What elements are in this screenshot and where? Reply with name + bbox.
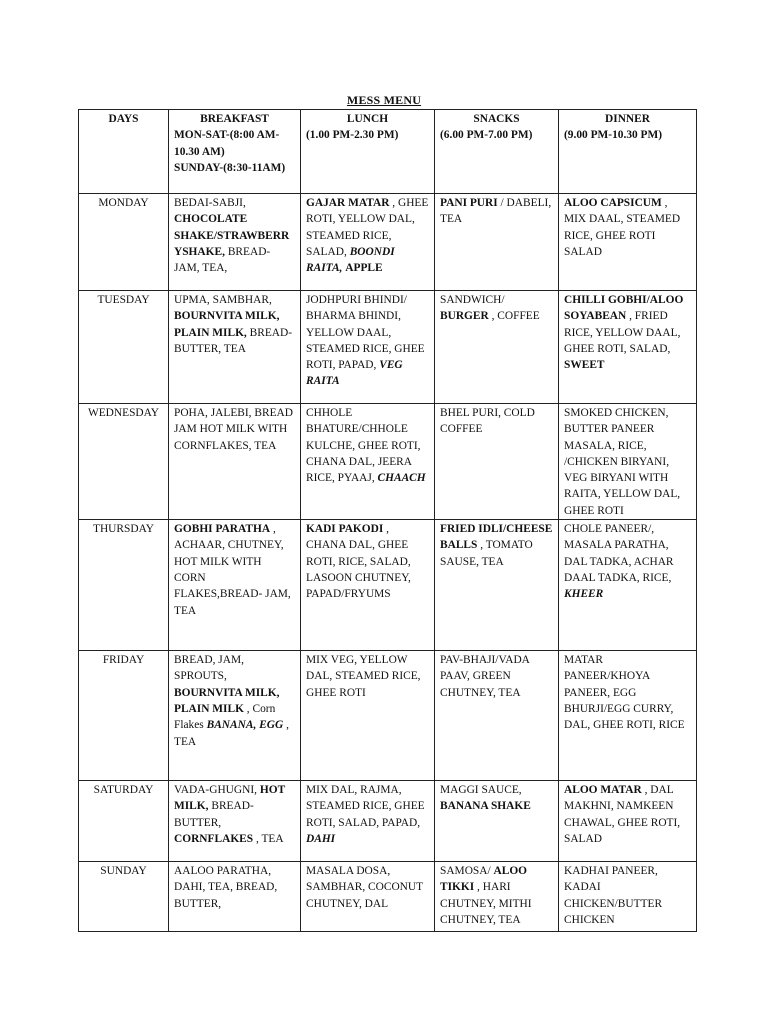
lunch-cell <box>301 862 435 932</box>
lunch-cell <box>301 194 435 291</box>
lunch-item-text: MIX DAL, RAJMA, STEAMED RICE, GHEE ROTI, SALAD, PAPAD, <box>306 784 425 829</box>
dinner-item-text: SMOKED CHICKEN, BUTTER PANEER MASALA, RICE, /CHICKEN BIRYANI, VEG BIRYANI WITH RAITA, YELLOW DAL, GHEE ROTI <box>564 407 681 517</box>
snacks-item-text: PANI PURI <box>440 197 498 209</box>
snacks-item-text: BANANA SHAKE <box>440 800 531 813</box>
snacks-cell <box>435 194 559 291</box>
lunch-cell <box>301 291 435 404</box>
breakfast-item-text: BEDAI-SABJI, <box>174 197 246 209</box>
breakfast-item-text: BOURNVITA MILK, PLAIN MILK, <box>174 310 280 339</box>
lunch-cell <box>301 404 435 520</box>
snacks-item-text: ALOO TIKKI <box>440 865 528 894</box>
dinner-item-text: CHILLI GOBHI/ALOO SOYABEAN <box>564 294 684 323</box>
dinner-cell <box>559 520 697 651</box>
dinner-cell <box>559 194 697 291</box>
breakfast-item-text: CORNFLAKES <box>174 832 254 845</box>
snacks-cell <box>435 404 559 520</box>
dinner-cell <box>559 651 697 781</box>
breakfast-item-text: BREAD-BUTTER, TEA <box>174 326 293 355</box>
snacks-item-text: PAV-BHAJI/VADA PAAV, GREEN CHUTNEY, TEA <box>440 654 530 699</box>
breakfast-cell <box>169 781 301 862</box>
dinner-item-text: SWEET <box>564 359 605 372</box>
mess-menu-table <box>78 109 697 932</box>
lunch-item-text: APPLE <box>345 262 383 275</box>
breakfast-item-text: BANANA, EGG <box>206 719 284 732</box>
breakfast-item-text: BREAD-JAM, TEA, <box>174 245 271 275</box>
snacks-item-text: SANDWICH/ <box>440 294 505 306</box>
snacks-cell <box>435 291 559 404</box>
menu-row-thursday <box>79 520 697 651</box>
breakfast-item-text: , TEA <box>255 832 284 845</box>
header-snacks: SNACKS (6.00 PM-7.00 PM) <box>435 110 559 194</box>
snacks-item-text: , COFFEE <box>491 310 540 323</box>
dinner-cell <box>559 862 697 932</box>
lunch-item-text: MASALA DOSA, SAMBHAR, COCONUT CHUTNEY, DAL <box>306 865 423 910</box>
breakfast-cell <box>169 194 301 291</box>
breakfast-item-text: VADA-GHUGNI, <box>174 784 257 797</box>
snacks-item-text: , TOMATO SAUSE, TEA <box>440 539 533 568</box>
breakfast-cell <box>169 862 301 932</box>
breakfast-item-text: BOURNVITA MILK, PLAIN MILK <box>174 686 280 715</box>
breakfast-item-text: HOT MILK WITH CORNFLAKES, <box>174 423 288 452</box>
dinner-cell <box>559 404 697 520</box>
snacks-item-text: BHEL PURI, COLD COFFEE <box>440 407 535 436</box>
breakfast-item-text: BREAD, JAM, SPROUTS, <box>174 654 244 683</box>
menu-body <box>79 194 697 932</box>
dinner-cell <box>559 291 697 404</box>
menu-row-tuesday <box>79 291 697 404</box>
snacks-cell <box>435 520 559 651</box>
breakfast-item-text: AALOO PARATHA, DAHI, TEA, BREAD, BUTTER, <box>174 865 278 910</box>
dinner-item-text: KADHAI PANEER, KADAI CHICKEN/BUTTER CHICKEN <box>564 865 663 926</box>
header-days: DAYS <box>79 110 169 194</box>
day-cell: MONDAY <box>79 194 169 291</box>
dinner-item-text: , DAL MAKHNI, NAMKEEN CHAWAL, GHEE ROTI, SALAD <box>564 784 681 845</box>
day-cell: FRIDAY <box>79 651 169 781</box>
snacks-item-text: / DABELI, TEA <box>440 197 552 226</box>
document-title: MESS MENU <box>346 93 422 107</box>
lunch-item-text: DAHI <box>306 832 336 845</box>
breakfast-item-text: , TEA <box>174 719 289 748</box>
snacks-item-text: FRIED IDLI/CHEESE BALLS <box>440 523 553 552</box>
breakfast-cell <box>169 520 301 651</box>
lunch-item-text: GAJAR MATAR <box>306 197 390 209</box>
breakfast-item-text: UPMA, SAMBHAR, <box>174 294 272 306</box>
snacks-cell <box>435 862 559 932</box>
header-breakfast: BREAKFAST MON-SAT-(8:00 AM-10.30 AM) SUNDAY-(8:30-11AM) <box>169 110 301 194</box>
menu-row-saturday <box>79 781 697 862</box>
day-cell: SATURDAY <box>79 781 169 862</box>
breakfast-item-text: BREAD-BUTTER, <box>174 800 254 829</box>
header-dinner: DINNER (9.00 PM-10.30 PM) <box>559 110 697 194</box>
lunch-item-text: JODHPURI BHINDI/ BHARMA BHINDI, YELLOW DAAL, STEAMED RICE, GHEE ROTI, PAPAD, <box>306 294 425 372</box>
lunch-item-text: MIX VEG, YELLOW DAL, STEAMED RICE, GHEE ROTI <box>306 654 421 699</box>
menu-row-wednesday <box>79 404 697 520</box>
menu-row-friday <box>79 651 697 781</box>
breakfast-item-text: HOT MILK, <box>174 784 285 813</box>
menu-row-sunday <box>79 862 697 932</box>
lunch-item-text: , CHANA DAL, GHEE ROTI, RICE, SALAD, LASOON CHUTNEY, PAPAD/FRYUMS <box>306 523 411 601</box>
breakfast-item-text: TEA <box>254 439 277 452</box>
lunch-item-text: , GHEE ROTI, YELLOW DAL, STEAMED RICE, SALAD, <box>306 197 429 258</box>
lunch-cell <box>301 781 435 862</box>
dinner-item-text: , FRIED RICE, YELLOW DAAL, GHEE ROTI, SALAD, <box>564 310 681 355</box>
snacks-item-text: BURGER <box>440 310 489 323</box>
dinner-item-text: ALOO MATAR <box>564 784 642 797</box>
breakfast-cell <box>169 404 301 520</box>
day-cell: TUESDAY <box>79 291 169 404</box>
snacks-item-text: MAGGI SAUCE, <box>440 784 522 797</box>
snacks-cell <box>435 781 559 862</box>
dinner-item-text: KHEER <box>564 588 604 601</box>
breakfast-item-text: GOBHI PARATHA <box>174 523 271 536</box>
breakfast-cell <box>169 651 301 781</box>
lunch-cell <box>301 651 435 781</box>
dinner-item-text: MATAR PANEER/KHOYA PANEER, EGG BHURJI/EGG CURRY, DAL, GHEE ROTI, RICE <box>564 654 685 732</box>
menu-row-monday <box>79 194 697 291</box>
snacks-item-text: SAMOSA/ <box>440 865 491 878</box>
breakfast-item-text: , Corn Flakes <box>174 702 276 732</box>
day-cell: THURSDAY <box>79 520 169 651</box>
day-cell: SUNDAY <box>79 862 169 932</box>
dinner-cell <box>559 781 697 862</box>
lunch-item-text: CHHOLE BHATURE/CHHOLE KULCHE, GHEE ROTI, CHANA DAL, JEERA RICE, PYAAJ, <box>306 407 421 485</box>
lunch-item-text: BOONDI RAITA, <box>306 245 395 275</box>
snacks-cell <box>435 651 559 781</box>
snacks-item-text: , HARI CHUTNEY, MITHI CHUTNEY, TEA <box>440 881 532 926</box>
dinner-item-text: , MIX DAAL, STEAMED RICE, GHEE ROTI SALAD <box>564 197 681 258</box>
dinner-item-text: CHOLE PANEER/, MASALA PARATHA, DAL TADKA, ACHAR DAAL TADKA, RICE, <box>564 523 674 584</box>
breakfast-item-text: CHOCOLATE SHAKE/STRAWBERRYSHAKE, <box>174 213 290 258</box>
breakfast-item-text: , ACHAAR, CHUTNEY, HOT MILK WITH CORN FLAKES,BREAD- JAM, TEA <box>174 523 291 617</box>
day-cell: WEDNESDAY <box>79 404 169 520</box>
lunch-item-text: KADI PAKODI <box>306 523 384 536</box>
lunch-cell <box>301 520 435 651</box>
breakfast-cell <box>169 291 301 404</box>
dinner-item-text: ALOO CAPSICUM <box>564 197 662 209</box>
lunch-item-text: VEG RAITA <box>306 359 403 388</box>
lunch-item-text: CHAACH <box>377 472 426 485</box>
header-lunch: LUNCH (1.00 PM-2.30 PM) <box>301 110 435 194</box>
header-row <box>79 110 697 194</box>
breakfast-item-text: POHA, JALEBI, BREAD JAM <box>174 407 293 436</box>
